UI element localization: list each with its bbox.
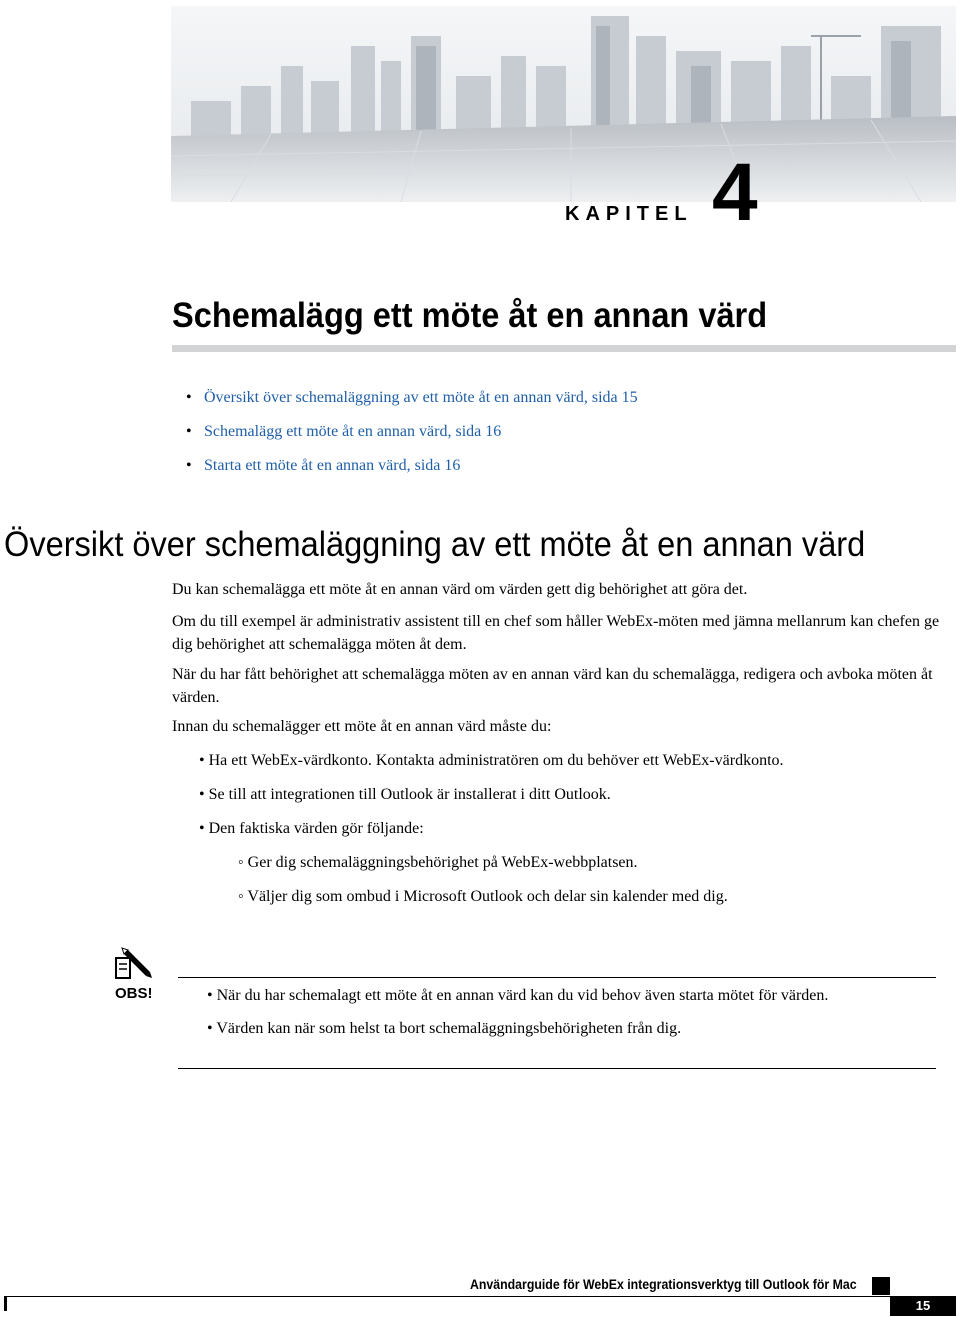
bullet-item: • Se till att integrationen till Outlook är installerat i ditt Outlook.	[199, 786, 611, 803]
bullet: •	[207, 987, 213, 1004]
toc-link[interactable]: Starta ett möte åt en annan värd, sida 16	[204, 457, 461, 474]
footer-tick	[4, 1297, 7, 1311]
sub-bullet-item: ◦ Väljer dig som ombud i Microsoft Outlook och delar sin kalender med dig.	[238, 888, 728, 905]
toc-link[interactable]: Schemalägg ett möte åt en annan värd, sida 16	[204, 423, 502, 440]
note-bottom-rule	[178, 1068, 936, 1069]
note-item: • När du har schemalagt ett möte åt en annan värd kan du vid behov även starta mötet för värden.	[207, 987, 829, 1004]
title-divider	[172, 345, 956, 352]
bullet: •	[199, 786, 205, 803]
toc-item[interactable]	[186, 420, 638, 454]
bullet: •	[199, 752, 205, 769]
note-label: OBS!	[115, 985, 153, 1002]
bullet: •	[199, 820, 205, 837]
paragraph: Innan du schemalägger ett möte åt en annan värd måste du:	[172, 718, 552, 735]
sub-bullet: ◦	[238, 854, 244, 871]
note-top-rule	[178, 977, 936, 978]
toc-link[interactable]: Översikt över schemaläggning av ett möte åt en annan värd, sida 15	[204, 389, 638, 406]
bullet: •	[186, 423, 192, 440]
paragraph: Du kan schemalägga ett möte åt en annan värd om värden gett dig behörighet att göra det.	[172, 581, 748, 598]
bullet: •	[207, 1020, 213, 1037]
footer-title: Användarguide för WebEx integrationsverktyg till Outlook för Mac	[470, 1276, 857, 1292]
bullet: •	[186, 457, 192, 474]
chapter-banner-image	[171, 6, 956, 202]
section-title: Översikt över schemaläggning av ett möte åt en annan värd	[4, 525, 866, 564]
footer-rule	[4, 1296, 956, 1297]
footer-marker	[872, 1277, 890, 1295]
bullet: •	[186, 389, 192, 406]
chapter-toc	[186, 386, 638, 488]
bullet-item: • Ha ett WebEx-värdkonto. Kontakta administratören om du behöver ett WebEx-värdkonto.	[199, 752, 784, 769]
page-number: 15	[915, 1298, 931, 1313]
note-item: • Värden kan när som helst ta bort schemaläggningsbehörigheten från dig.	[207, 1020, 682, 1037]
sub-bullet-item: ◦ Ger dig schemaläggningsbehörighet på WebEx-webbplatsen.	[238, 854, 638, 871]
paragraph: Om du till exempel är administrativ assistent till en chef som håller WebEx-möten med jämna mellanrum kan chefen ge dig behörighet att schemalägga möten åt dem.	[172, 613, 940, 653]
pencil-icon	[114, 944, 154, 980]
paragraph: När du har fått behörighet att schemalägga möten av en annan värd kan du schemalägga, redigera och avboka möten åt värden.	[172, 666, 933, 706]
sub-bullet: ◦	[238, 888, 244, 905]
bullet-item: • Den faktiska värden gör följande:	[199, 820, 424, 837]
chapter-label: KAPITEL	[565, 203, 693, 225]
toc-item[interactable]	[186, 386, 638, 420]
chapter-title: Schemalägg ett möte åt en annan värd	[172, 296, 768, 335]
toc-item[interactable]	[186, 454, 638, 488]
chapter-number: 4	[712, 147, 758, 238]
